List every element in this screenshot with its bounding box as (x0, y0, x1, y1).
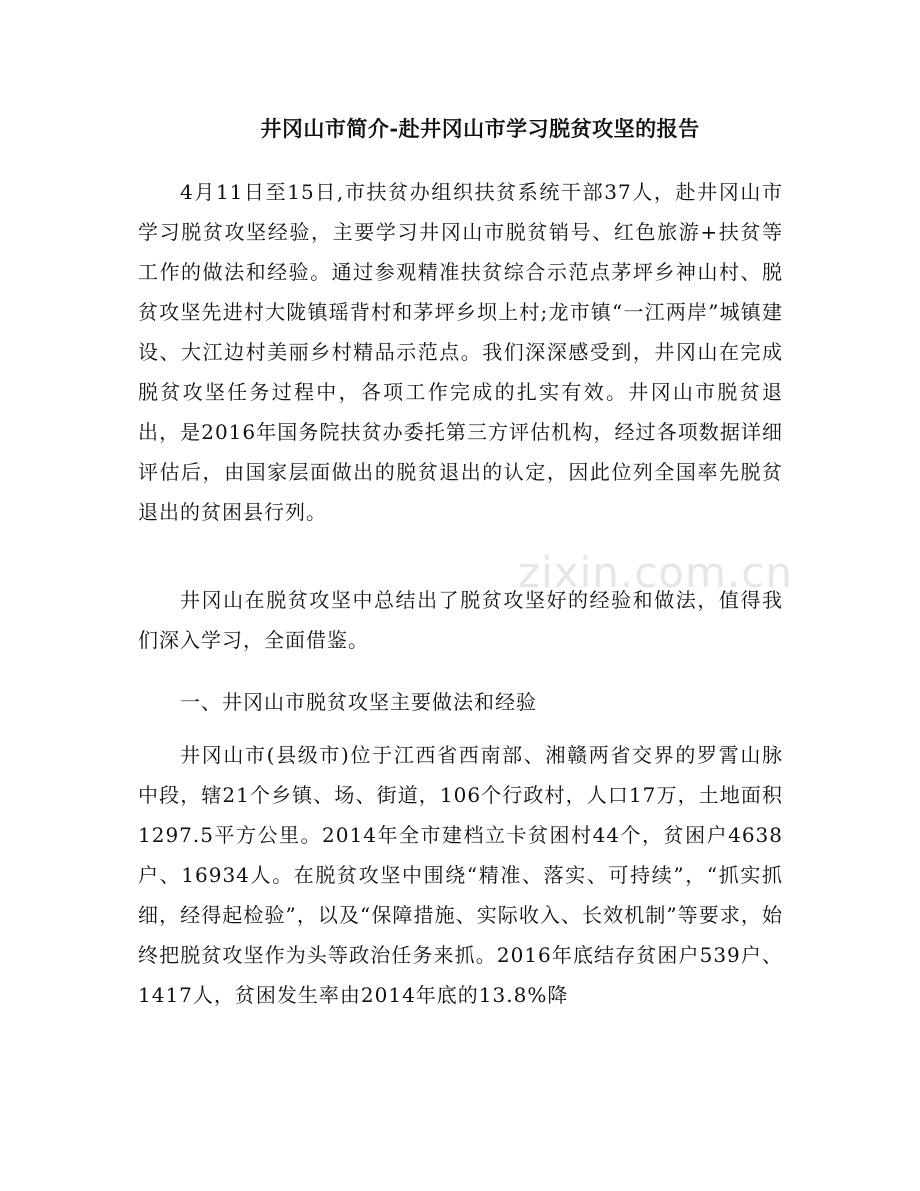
paragraph-overview: 井冈山市(县级市)位于江西省西南部、湘赣两省交界的罗霄山脉中段，辖21个乡镇、场、街道，106个行政村，人口17万，土地面积1297.5平方公里。2014年全市建档立卡贫困村44个，贫困户4638户、16934人。在脱贫攻坚中围绕“精准、落实、可持续”，“抓实抓细，经得起检验”，以及“保障措施、实际收入、长效机制”等要求，始终把脱贫攻坚作为头等政治任务来抓。2016年底结存贫困户539户、1417人，贫困发生率由2014年底的13.8%降 (138, 743, 783, 1007)
watermark: zixin.com.cn (518, 548, 793, 597)
paragraph-summary: 井冈山在脱贫攻坚中总结出了脱贫攻坚好的经验和做法，值得我们深入学习，全面借鉴。 (138, 588, 783, 652)
paragraph-intro: 4月11日至15日,市扶贫办组织扶贫系统干部37人，赴井冈山市学习脱贫攻坚经验，主要学习井冈山市脱贫销号、红色旅游+扶贫等工作的做法和经验。通过参观精准扶贫综合示范点茅坪乡神山村、脱贫攻坚先进村大陇镇瑶背村和茅坪乡坝上村;龙市镇“一江两岸”城镇建设、大江边村美丽乡村精品示范点。我们深深感受到，井冈山在完成脱贫攻坚任务过程中，各项工作完成的扎实有效。井冈山市脱贫退出，是2016年国务院扶贫办委托第三方评估机构，经过各项数据详细评估后，由国家层面做出的脱贫退出的认定，因此位列全国率先脱贫退出的贫困县行列。 (138, 180, 783, 524)
document-title: 井冈山市简介-赴井冈山市学习脱贫攻坚的报告 (260, 116, 700, 141)
section-heading: 一、井冈山市脱贫攻坚主要做法和经验 (180, 690, 537, 714)
